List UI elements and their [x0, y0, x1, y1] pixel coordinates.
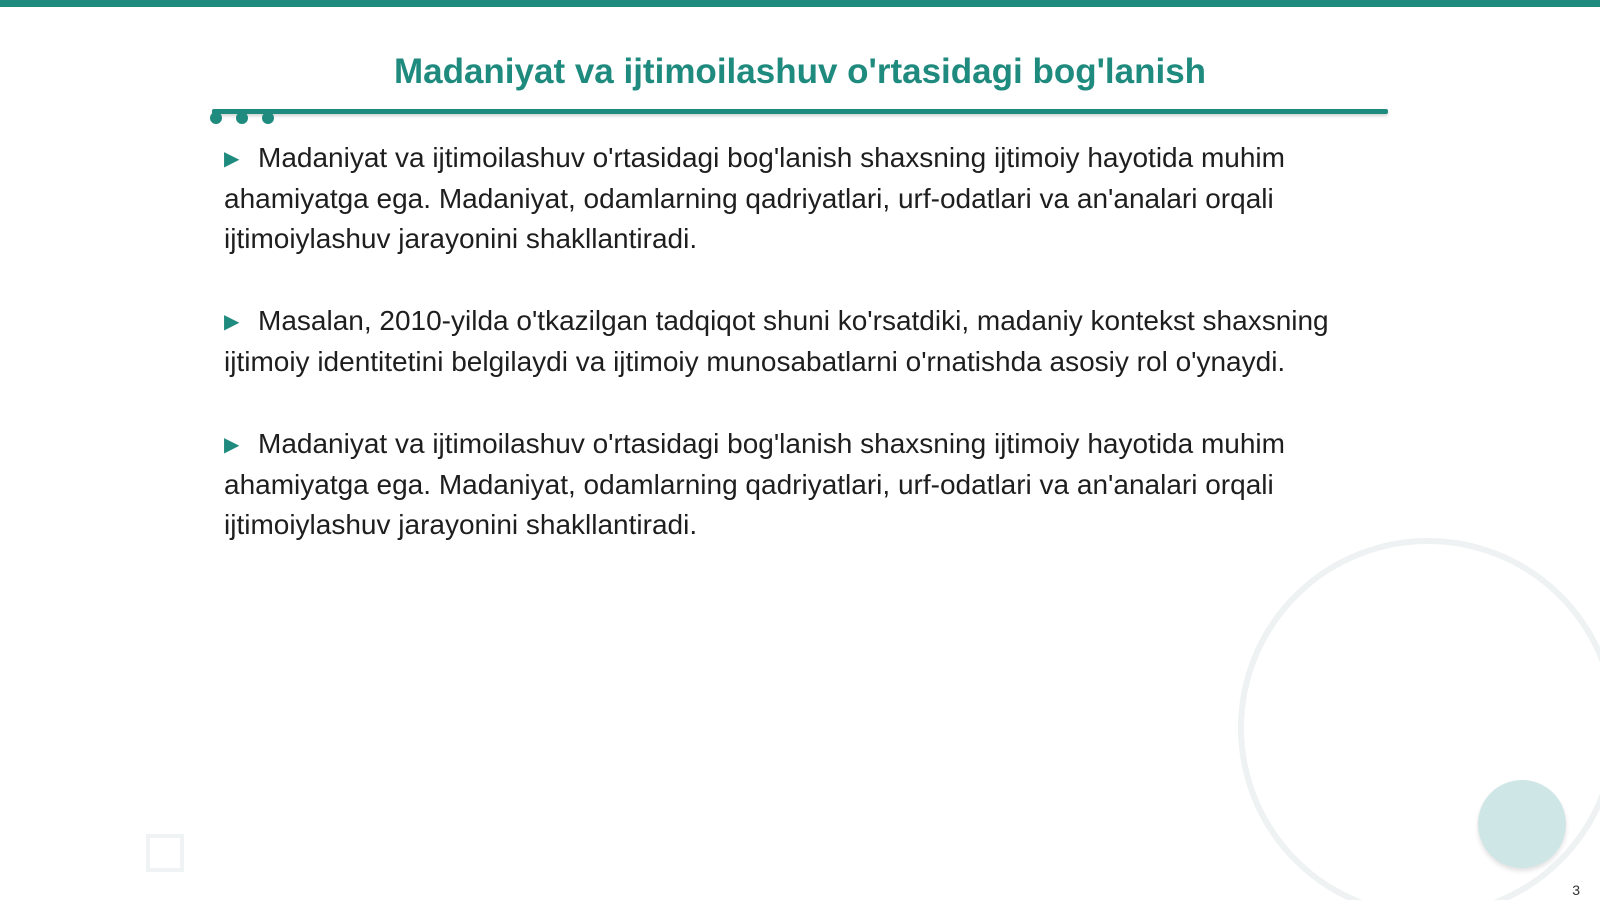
decorative-circle: [1478, 780, 1566, 868]
page-number: 3: [1572, 882, 1580, 898]
bullet-paragraph: [224, 424, 1384, 545]
title-underline: [212, 109, 1388, 114]
bullet-text: Masalan, 2010-yilda o'tkazilgan tadqiqot shuni ko'rsatdiki, madaniy kontekst shaxsning ijtimoiy identitetini belgilaydi va ijtimoiy munosabatlarni o'rnatishda asosiy rol o'ynaydi.: [224, 305, 1329, 377]
bullet-list: [224, 138, 1384, 587]
decorative-dot-icon: [262, 112, 274, 124]
bullet-text: Madaniyat va ijtimoilashuv o'rtasidagi bog'lanish shaxsning ijtimoiy hayotida muhim ahamiyatga ega. Madaniyat, odamlarning qadriyatlari, urf-odatlari va an'analari orqali ijtimoiylashuv jarayonini shakllantiradi.: [224, 142, 1285, 254]
decorative-square: [146, 834, 184, 872]
triangle-right-icon: ▶: [224, 148, 240, 170]
decorative-dot-icon: [210, 112, 222, 124]
decorative-dot-icon: [236, 112, 248, 124]
bullet-paragraph: [224, 138, 1384, 259]
bullet-text: Madaniyat va ijtimoilashuv o'rtasidagi bog'lanish shaxsning ijtimoiy hayotida muhim ahamiyatga ega. Madaniyat, odamlarning qadriyatlari, urf-odatlari va an'analari orqali ijtimoiylashuv jarayonini shakllantiradi.: [224, 428, 1285, 540]
triangle-right-icon: ▶: [224, 434, 240, 456]
top-accent-bar: [0, 0, 1600, 7]
slide-title: Madaniyat va ijtimoilashuv o'rtasidagi bog'lanish: [393, 52, 1207, 91]
triangle-right-icon: ▶: [224, 311, 240, 333]
bullet-paragraph: [224, 301, 1384, 382]
